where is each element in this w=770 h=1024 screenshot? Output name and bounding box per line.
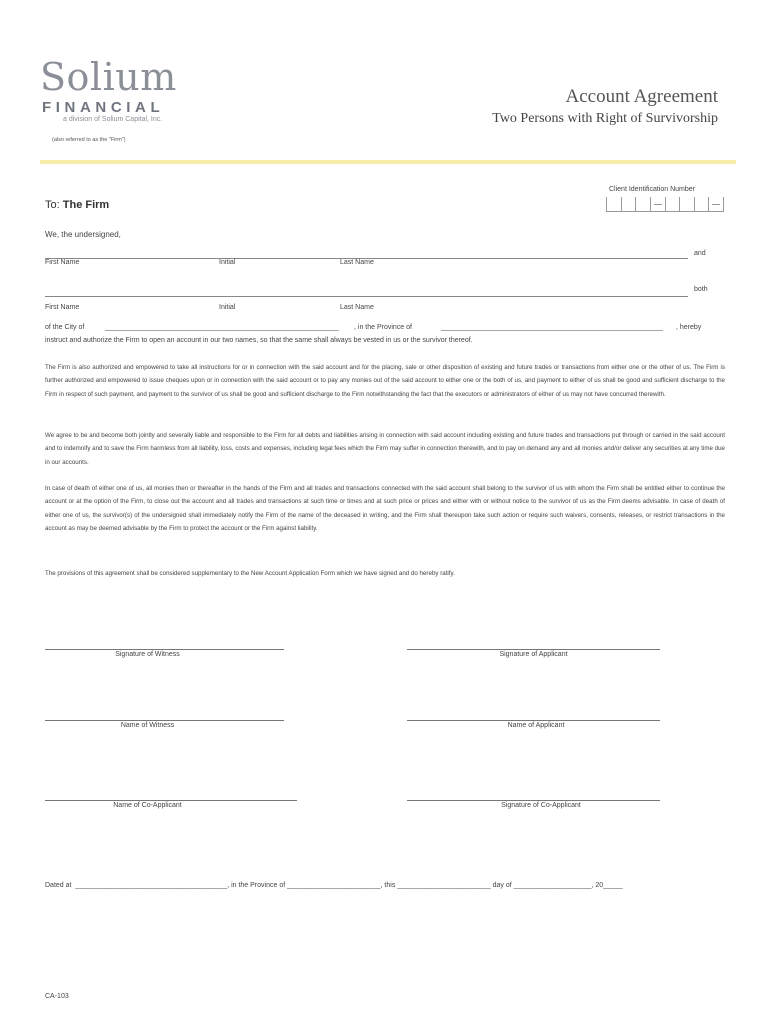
client-id-box[interactable]: [665, 197, 680, 212]
applicant-2-name-field[interactable]: [45, 296, 688, 297]
liability-paragraph: We agree to be and become both jointly and severally liable and responsible to the Firm for all debts and liabilities arising in connection with said account including existing and future trades and transactions put through or carried in the said account and to indemnify and to save the Firm harmless from all liability, loss, costs and expenses, including legal fees which the Firm may suffer in connection therewith, and to pay on demand any and all monies and/or deliver any securities at any time due in our accounts.: [45, 432, 725, 466]
city-field[interactable]: ____________________________________________________________: [105, 324, 339, 331]
initial-label: Initial: [219, 304, 236, 311]
logo-wordmark: Solium: [40, 55, 177, 99]
client-id-box[interactable]: [679, 197, 694, 212]
form-code: CA-103: [45, 993, 69, 1000]
applicant-signature-line[interactable]: [407, 649, 660, 650]
province-label: , in the Province of: [354, 324, 412, 331]
death-paragraph: In case of death of either one of us, all monies then or thereafter in the hands of the Firm and all trades and transactions connected with the said account shall belong to the survivor of us with whom the Firm shall be entitled either to continue the account or at the option of the Firm, to close out the account and all trades and transactions at such time or times and at such price or prices and either with or without notice to the survivor of us as the Firm deems advisable. In case of death of either one of us, the survivor(s) of the undersigned shall immediately notify the Firm of the name of the deceased in writing, and the Firm shall thereupon take such action or require such waivers, consents, releases, or restrict transactions in the account as may be deemed advisable by the Firm to protect the account or the Firm against liability.: [45, 485, 725, 532]
and-text: and: [694, 250, 706, 257]
applicant-name-line[interactable]: [407, 720, 660, 721]
also-referred-note: (also referred to as the "Firm"): [52, 137, 126, 143]
witness-name-label: Name of Witness: [120, 722, 175, 729]
coapplicant-signature-line[interactable]: [407, 800, 660, 801]
witness-name-line[interactable]: [45, 720, 284, 721]
applicant-signature-label: Signature of Applicant: [499, 651, 568, 658]
header-divider: [40, 160, 736, 164]
both-text: both: [694, 286, 708, 293]
addressee-prefix: To:: [45, 199, 60, 211]
document-title: Account Agreement: [565, 86, 718, 107]
city-label: of the City of: [45, 324, 85, 331]
provisions-paragraph: The provisions of this agreement shall be considered supplementary to the New Account Application Form which we have signed and do hereby ratify.: [45, 570, 455, 577]
applicant-name-label: Name of Applicant: [507, 722, 565, 729]
authorization-paragraph: The Firm is also authorized and empowered to take all instructions for or in connection with the said account and for the placing, sale or other disposition of existing and future trades or transactions from either one or the other of us. The Firm is further authorized and empowered to issue cheques upon or in connection with the said account or to pay any monies out of the said account to either one or the both of us, and payment to either of us shall be good and sufficient discharge to the Firm in respect of such payment, and payment to the survivor of us shall be good and sufficient discharge to the Firm notwithstanding the fact that the executors or administrators of either of us may not have concurred therewith.: [45, 364, 725, 398]
coapplicant-name-line[interactable]: [45, 800, 297, 801]
coapplicant-signature-label: Signature of Co-Applicant: [501, 802, 581, 809]
instruct-text: instruct and authorize the Firm to open an account in our two names, so that the same shall always be vested in us or the survivor thereof.: [45, 337, 473, 344]
document-subtitle: Two Persons with Right of Survivorship: [492, 111, 718, 126]
witness-signature-label: Signature of Witness: [115, 651, 180, 658]
logo-division-text: a division of Solium Capital, Inc.: [63, 116, 163, 123]
client-id-separator: [708, 197, 724, 212]
first-name-label: First Name: [45, 259, 80, 266]
initial-label: Initial: [219, 259, 236, 266]
dated-line[interactable]: Dated at _______________________________________, in the Province of ________________________, this ________________________ day of ____________________, 20_____: [45, 882, 623, 889]
client-id-box[interactable]: [694, 197, 709, 212]
client-id-box[interactable]: [635, 197, 650, 212]
client-id-label: Client Identification Number: [609, 186, 695, 193]
client-id-box[interactable]: [621, 197, 636, 212]
client-id-separator: [650, 197, 665, 212]
client-id-field[interactable]: [606, 197, 724, 213]
addressee: [45, 199, 109, 211]
intro-text: We, the undersigned,: [45, 230, 121, 239]
province-field[interactable]: _________________________________________________________: [441, 324, 663, 331]
coapplicant-name-label: Name of Co-Applicant: [113, 802, 182, 809]
last-name-label: Last Name: [340, 304, 374, 311]
addressee-name: The Firm: [62, 199, 110, 211]
logo-subtext: FINANCIAL: [42, 99, 165, 116]
client-id-box[interactable]: [606, 197, 621, 212]
witness-signature-line[interactable]: [45, 649, 284, 650]
first-name-label: First Name: [45, 304, 80, 311]
last-name-label: Last Name: [340, 259, 374, 266]
hereby-text: , hereby: [676, 324, 702, 331]
